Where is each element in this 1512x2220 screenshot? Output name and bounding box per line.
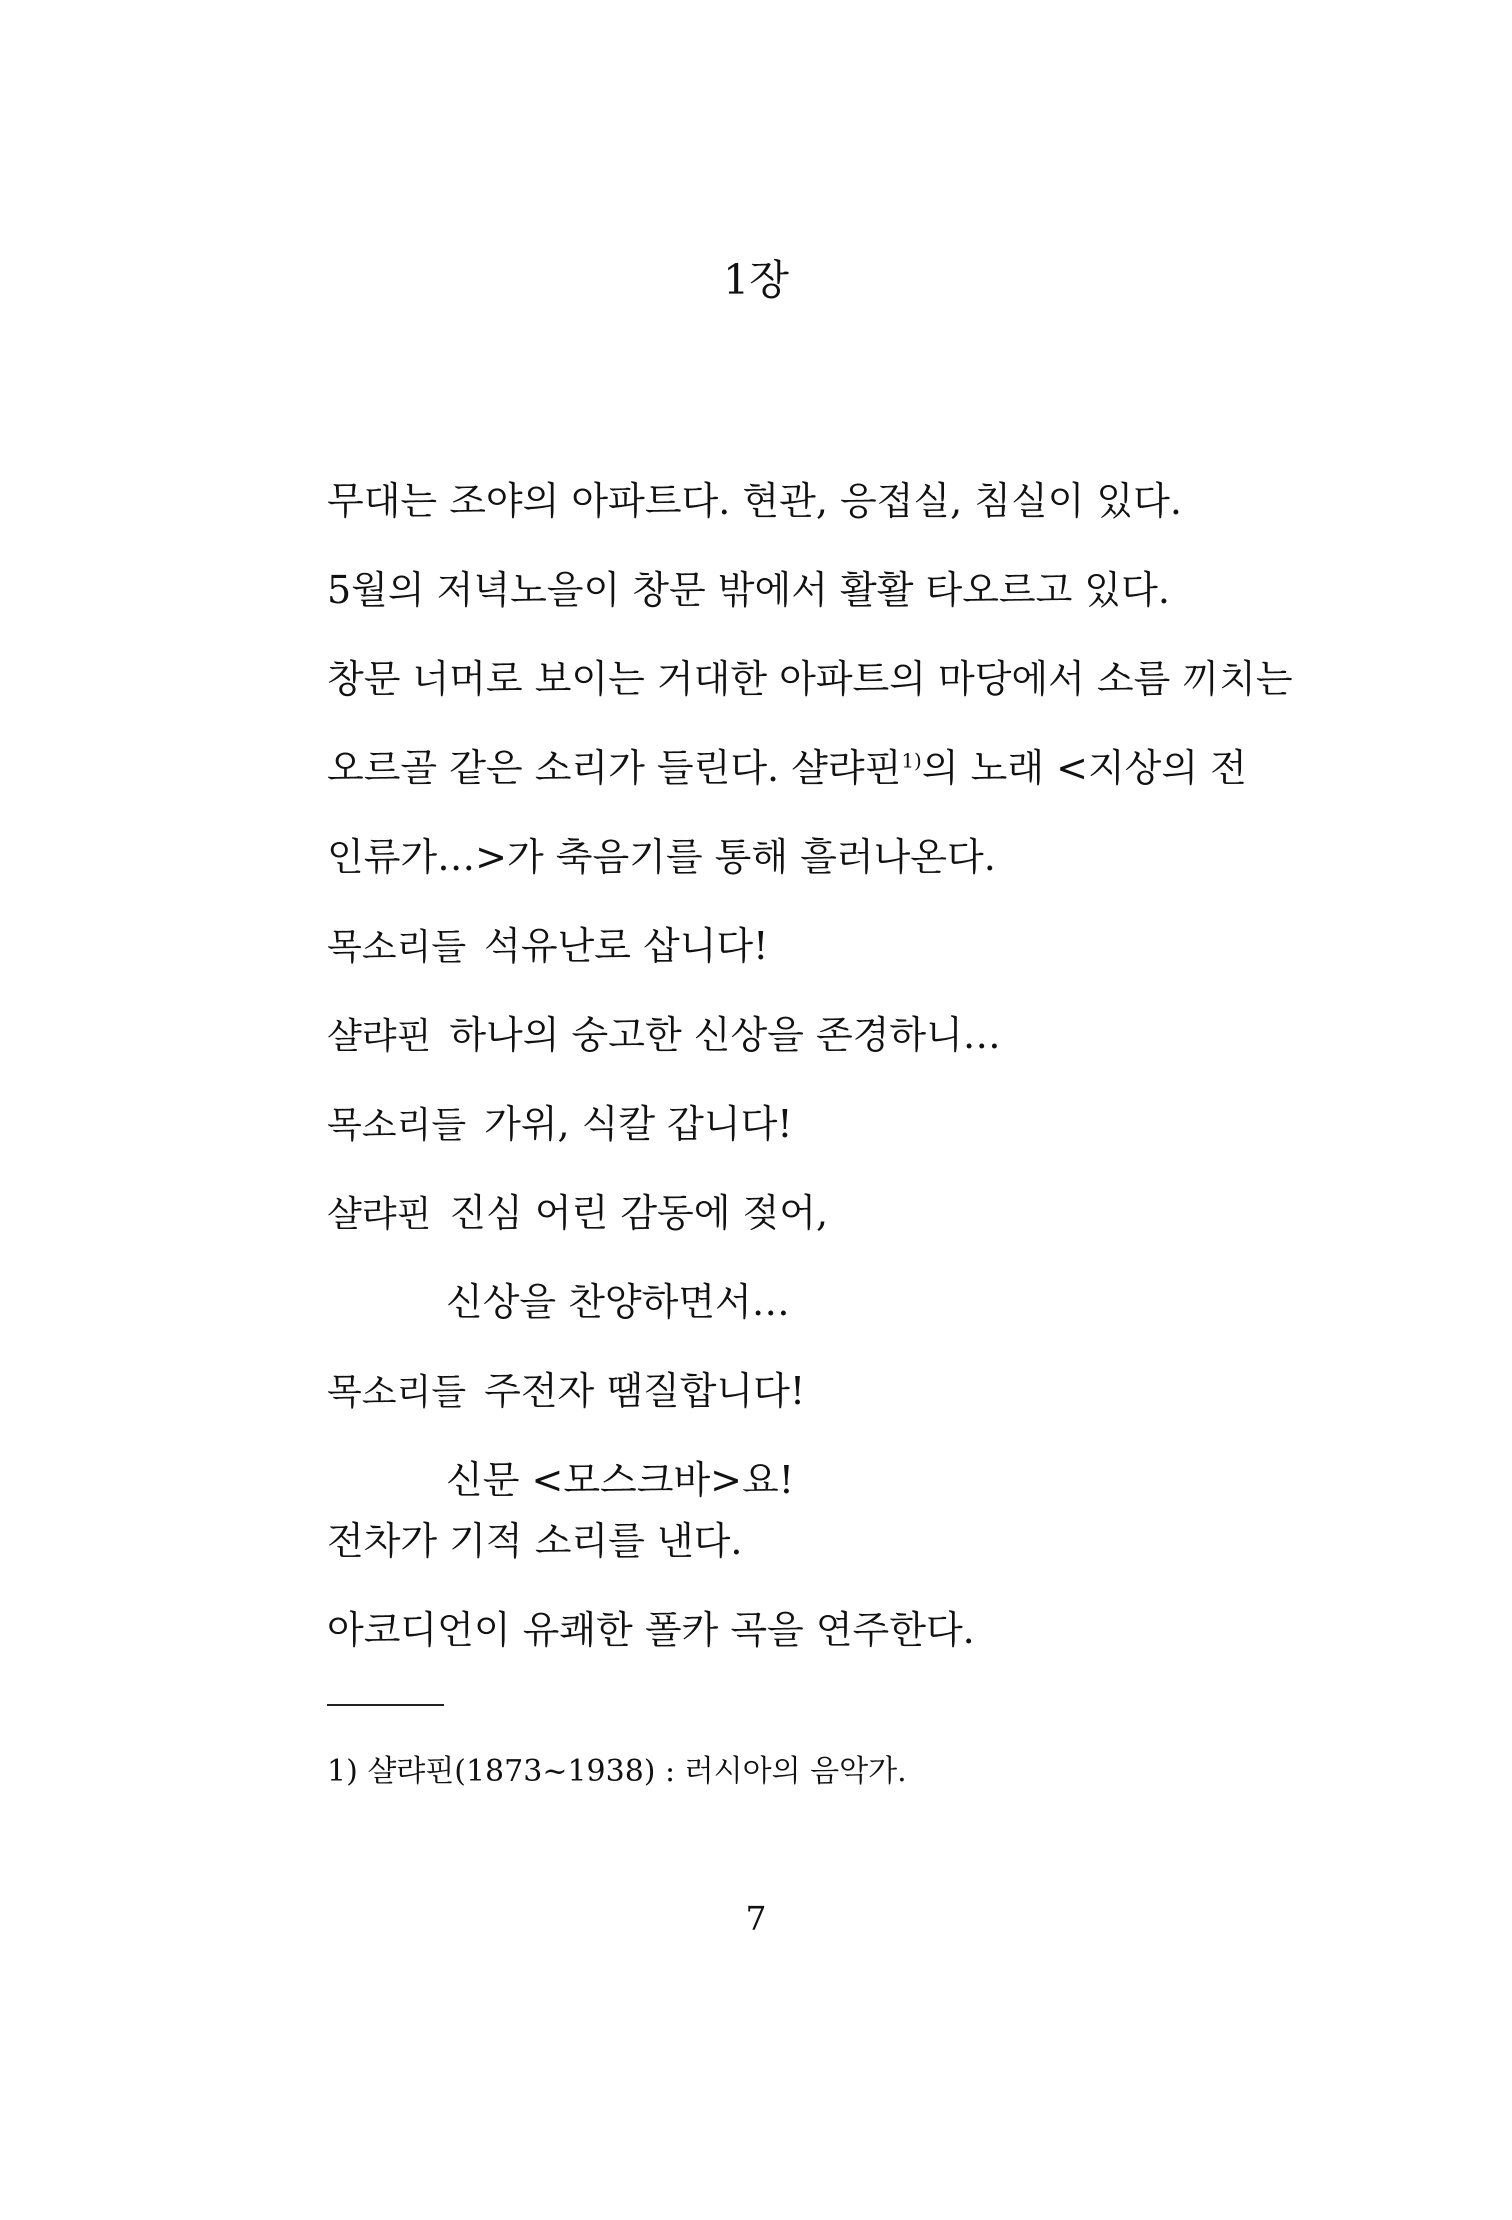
dialogue-text: 신문 <모스크바>요! [446,1458,794,1502]
stage-direction-line: 아코디언이 유쾌한 폴카 곡을 연주한다. [327,1608,975,1652]
speaker-name: 목소리들 [327,1372,467,1413]
dialogue-text: 진심 어린 감동에 젖어, [449,1191,829,1235]
chapter-title: 1장 [723,256,789,304]
dialogue-line [327,915,1287,1004]
dialogue-line [327,1182,1287,1271]
dialogue-text: 가위, 식칼 갑니다! [484,1102,793,1146]
stage-direction-line: 창문 너머로 보이는 거대한 아파트의 마당에서 소름 끼치는 [327,657,1293,701]
speaker-name: 샬랴핀 [327,1016,432,1057]
speaker-name: 샬랴핀 [327,1194,432,1235]
speaker-name: 목소리들 [327,927,467,968]
dialogue-line [327,1093,1287,1182]
footnote: 1) 샬랴핀(1873~1938) : 러시아의 음악가. [327,1754,907,1789]
dialogue-text: 하나의 숭고한 신상을 존경하니… [449,1013,1001,1057]
stage-direction-text: 의 노래 <지상의 전 [921,746,1247,790]
stage-direction [327,470,1293,915]
stage-direction-text: 오르골 같은 소리가 들린다. 샬랴핀 [327,746,902,790]
stage-direction-2 [327,1510,1287,1688]
stage-direction-line: 5월의 저녁노을이 창문 밖에서 활활 타오르고 있다. [327,568,1170,612]
page-number: 7 [745,1899,767,1938]
dialogue-line [327,1360,1287,1449]
stage-direction-line: 무대는 조야의 아파트다. 현관, 응접실, 침실이 있다. [327,479,1182,523]
dialogue-continuation [327,1271,1287,1360]
dialogue-text: 신상을 찬양하면서… [446,1280,790,1324]
footnote-divider [327,1704,444,1706]
dialogue-line [327,1004,1287,1093]
footnote-reference: 1) [901,748,922,773]
stage-direction-line [327,737,1287,826]
dialogue-text: 석유난로 삽니다! [484,924,769,968]
dialogue-text: 주전자 땜질합니다! [484,1369,806,1413]
stage-direction-line: 전차가 기적 소리를 낸다. [327,1519,743,1563]
speaker-name: 목소리들 [327,1105,467,1146]
stage-direction-line: 인류가…>가 축음기를 통해 흘러나온다. [327,835,996,879]
dialogue-block [327,915,1287,1538]
